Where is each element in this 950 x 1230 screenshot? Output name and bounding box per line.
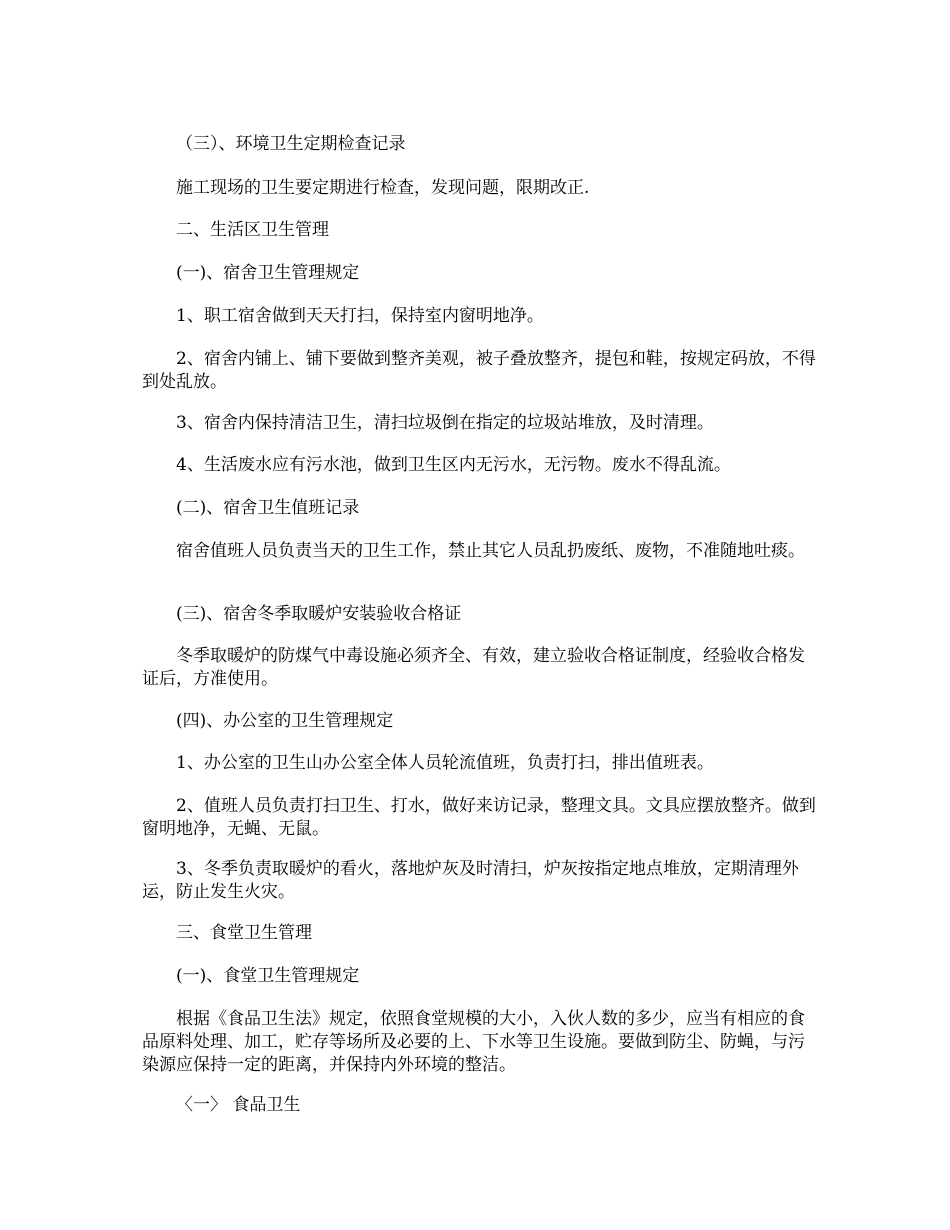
list-item-office-rule-3: 3、冬季负责取暖炉的看火，落地炉灰及时清扫，炉灰按指定地点堆放，定期清理外运，防止发生火灾。 — [142, 859, 799, 902]
subheading-heater-certificate: (三)、宿舍冬季取暖炉安装验收合格证 — [176, 604, 462, 624]
subheading-office-rules: (四)、办公室的卫生管理规定 — [176, 711, 394, 731]
paragraph-site-inspection: 施工现场的卫生要定期进行检查，发现问题，限期改正. — [176, 178, 590, 198]
section-heading-living-area: 二、生活区卫生管理 — [176, 220, 329, 240]
list-item-dorm-rule-1: 1、职工宿舍做到天天打扫，保持室内窗明地净。 — [176, 306, 544, 326]
section-heading-env-check-record: （三）、环境卫生定期检查记录 — [176, 134, 406, 154]
subheading-dorm-rules: (一)、宿舍卫生管理规定 — [176, 263, 360, 283]
paragraph-heater-safety: 冬季取暖炉的防煤气中毒设施必须齐全、有效，建立验收合格证制度，经验收合格发证后，方准使用。 — [142, 646, 805, 689]
list-item-office-rule-2: 2、值班人员负责打扫卫生、打水，做好来访记录，整理文具。文具应摆放整齐。做到窗明地净，无蝇、无鼠。 — [142, 796, 816, 839]
list-item-dorm-rule-2: 2、宿舍内铺上、铺下要做到整齐美观，被子叠放整齐，提包和鞋，按规定码放，不得到处乱放。 — [142, 349, 816, 392]
section-heading-canteen: 三、食堂卫生管理 — [176, 923, 312, 943]
subheading-food-hygiene: 〈一〉 食品卫生 — [176, 1095, 301, 1115]
subheading-dorm-duty-record: (二)、宿舍卫生值班记录 — [176, 498, 360, 518]
list-item-office-rule-1: 1、办公室的卫生山办公室全体人员轮流值班，负责打扫，排出值班表。 — [176, 753, 714, 773]
list-item-dorm-rule-3: 3、宿舍内保持清洁卫生，清扫垃圾倒在指定的垃圾站堆放，及时清理。 — [176, 413, 714, 433]
subheading-canteen-rules: (一)、食堂卫生管理规定 — [176, 966, 360, 986]
paragraph-dorm-duty: 宿舍值班人员负责当天的卫生工作，禁止其它人员乱扔废纸、废物，不准随地吐痰。 — [176, 541, 805, 561]
list-item-dorm-rule-4: 4、生活废水应有污水池，做到卫生区内无污水，无污物。废水不得乱流。 — [176, 455, 731, 475]
paragraph-food-hygiene-law: 根据《食品卫生法》规定，依照食堂规模的大小，入伙人数的多少，应当有相应的食品原料处理、加工，贮存等场所及必要的上、下水等卫生设施。要做到防尘、防蝇，与污染源应保持一定的距离，并保持内外环境的整洁。 — [142, 1009, 805, 1075]
